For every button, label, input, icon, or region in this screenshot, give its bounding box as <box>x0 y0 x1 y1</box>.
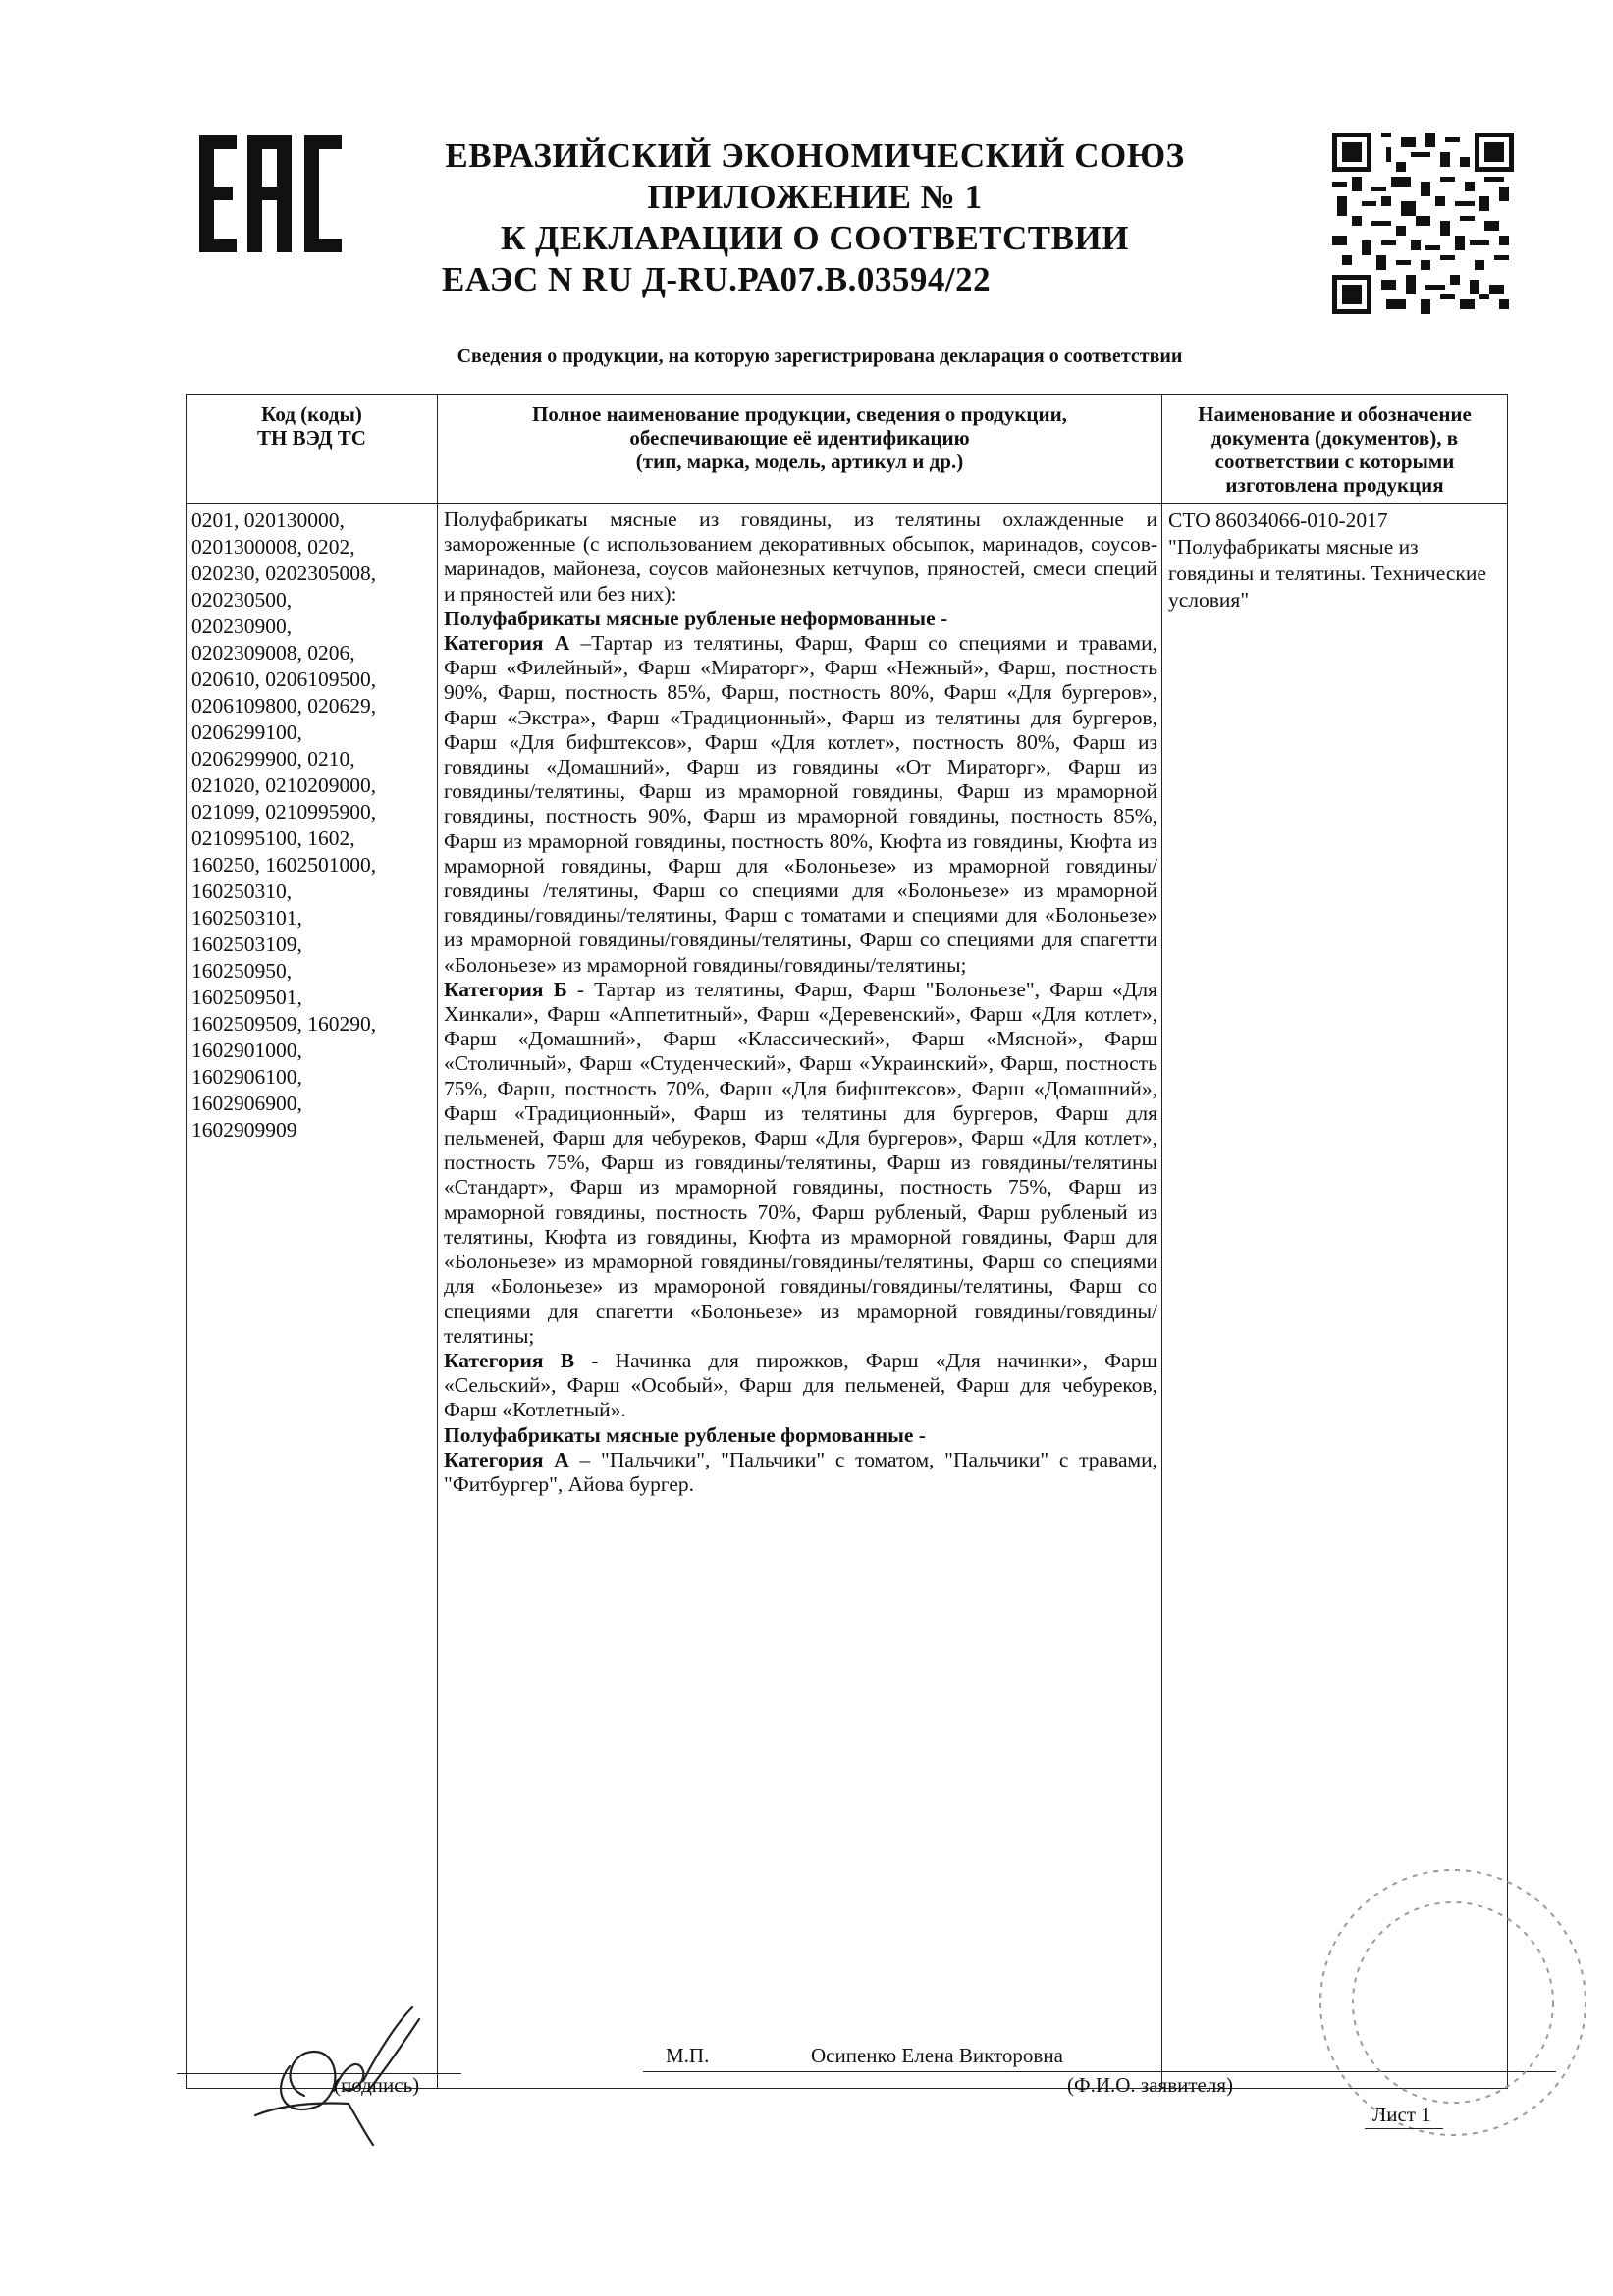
code-line: 160250950, <box>191 959 293 983</box>
seal-place-label: М.П. <box>666 2044 710 2067</box>
category-v-text: - Начинка для пирожков, Фарш «Для начинки», Фарш «Сельский», Фарш «Особый», Фарш для пельменей, Фарш для чебуреков, Фарш «Котлетный». <box>444 1348 1157 1422</box>
product-description-cell <box>438 504 1162 2089</box>
product-intro: Полуфабрикаты мясные из говядины, из телятины охлажденные и замороженные (с использованием декоративных обсыпок, маринадов, соусов-маринадов, майонеза, соусов майонезных кетчупов, пряностей, смеси специй и пряностей или без них): <box>444 507 1157 606</box>
code-line: 1602503101, <box>191 906 302 930</box>
applicant-caption: (Ф.И.О. заявителя) <box>1067 2073 1233 2097</box>
code-line: 0201300008, 0202, <box>191 535 355 559</box>
qr-code-icon <box>1332 133 1514 314</box>
code-line: 021020, 0210209000, <box>191 774 377 797</box>
group-title-unformed: Полуфабрикаты мясные рубленые неформованные - <box>444 606 948 630</box>
document-header <box>412 135 1217 300</box>
code-line: 020230, 0202305008, <box>191 561 377 585</box>
code-line: 0206299900, 0210, <box>191 747 355 771</box>
signature-caption: (подпись) <box>334 2073 420 2097</box>
stamp-seal <box>1306 1855 1600 2150</box>
code-line: 1602901000, <box>191 1039 302 1062</box>
header-appendix: ПРИЛОЖЕНИЕ № 1 <box>647 178 983 216</box>
column-header-codes: Код (коды) ТН ВЭД ТС <box>187 395 438 504</box>
header-union-title: ЕВРАЗИЙСКИЙ ЭКОНОМИЧЕСКИЙ СОЮЗ <box>445 136 1185 175</box>
code-line: 020230900, <box>191 614 293 638</box>
table-header-row <box>187 395 1508 504</box>
sheet-number: Лист 1 <box>1372 2103 1431 2126</box>
sheet-underline <box>1365 2128 1443 2129</box>
standard-document-cell <box>1162 504 1508 2089</box>
category-v-label: Категория В <box>444 1348 575 1372</box>
code-line: 0206109800, 020629, <box>191 694 377 718</box>
code-line: 1602906100, <box>191 1065 302 1089</box>
applicant-name: Осипенко Елена Викторовна <box>811 2044 1063 2067</box>
code-line: 1602509509, 160290, <box>191 1012 377 1036</box>
standard-title: "Полуфабрикаты мясные из говядины и телятины. Технические условия" <box>1168 535 1486 612</box>
code-line: 0201, 020130000, <box>191 508 345 532</box>
code-line: 020230500, <box>191 588 293 612</box>
code-line: 1602906900, <box>191 1092 302 1115</box>
header-declaration-number: ЕАЭС N RU Д-RU.РА07.В.03594/22 <box>442 260 992 298</box>
category-a-text: –Тартар из телятины, Фарш, Фарш со специями и травами, Фарш «Филейный», Фарш «Мираторг», Фарш «Нежный», Фарш, постность 90%, Фарш, постность 85%, Фарш, постность 80%, Фарш «Для бургеров», Фарш «Экстра», Фарш «Традиционный», Фарш из телятины для бургеров, Фарш «Для бифштексов», Фарш «Для котлет», постность 80%, Фарш из говядины «Домашний», Фарш из говядины «От Мираторг», Фарш из говядины/телятины, Фарш из мраморной говядины, Фарш из мраморной говядины, постность 90%, Фарш из мраморной говядины, постность 85%, Фарш из мраморной говядины, постность 80%, Кюфта из говядины, Кюфта из мраморной говядины, Фарш для «Болоньезе» из мраморной говядины/говядины /телятины, Фарш со специями для «Болоньезе» из мраморной говядины/говядины/телятины, Фарш с томатами и специями для «Болоньезе» из мраморной говядины/говядины/телятины, Фарш со специями для спагетти «Болоньезе» из мраморной говядины/говядины/телятины; <box>444 631 1157 977</box>
column-header-documents: Наименование и обозначение документа (документов), в соответствии с которыми изготовлена продукция <box>1162 395 1508 504</box>
document-subtitle: Сведения о продукции, на которую зарегистрирована декларация о соответствии <box>457 346 1183 367</box>
code-line: 0206299100, <box>191 721 302 744</box>
code-line: 0210995100, 1602, <box>191 827 355 850</box>
code-line: 021099, 0210995900, <box>191 800 377 824</box>
group-title-formed: Полуфабрикаты мясные рубленые формованные - <box>444 1422 926 1447</box>
category-a2-text: – "Пальчики", "Пальчики" с томатом, "Пальчики" с травами, "Фитбургер", Айова бургер. <box>444 1447 1157 1496</box>
category-a-label: Категория А <box>444 631 570 656</box>
table-row <box>187 504 1508 2089</box>
column-header-product: Полное наименование продукции, сведения о продукции, обеспечивающие её идентификацию (тип, марка, модель, артикул и др.) <box>438 395 1162 504</box>
tn-ved-codes-cell <box>187 504 438 2089</box>
code-line: 0202309008, 0206, <box>191 641 355 665</box>
code-line: 1602509501, <box>191 986 302 1009</box>
code-line: 160250, 1602501000, <box>191 853 377 877</box>
standard-code: СТО 86034066-010-2017 <box>1168 508 1388 532</box>
code-line: 1602909909 <box>191 1118 297 1142</box>
category-b-text: - Тартар из телятины, Фарш, Фарш "Болоньезе", Фарш «Для Хинкали», Фарш «Аппетитный», Фарш «Деревенский», Фарш «Для котлет», Фарш «Домашний», Фарш «Классический», Фарш «Мясной», Фарш «Столичный», Фарш «Студенческий», Фарш «Украинский», Фарш, постность 75%, Фарш, постность 70%, Фарш «Для бифштексов», Фарш «Домашний», Фарш «Традиционный», Фарш из телятины для бургеров, Фарш для пельменей, Фарш для чебуреков, Фарш «Для бургеров», Фарш «Для котлет», постность 75%, Фарш из говядины/телятины, Фарш из говядины/телятины «Стандарт», Фарш из мраморной говядины, постность 75%, Фарш из мраморной говядины, постность 70%, Фарш рубленый, Фарш рубленый из телятины, Кюфта из говядины, Кюфта из мраморной говядины, Фарш для «Болоньезе» из мраморной говядины/говядины/телятины, Фарш со специями для «Болоньезе» из мрамороной говядины/говядины/телятины, Фарш со специями для спагетти «Болоньезе» из мраморной говядины/говядины/телятины; <box>444 977 1157 1348</box>
code-line: 160250310, <box>191 880 293 903</box>
product-table <box>186 394 1508 2089</box>
category-b-label: Категория Б <box>444 977 567 1001</box>
header-declaration: К ДЕКЛАРАЦИИ О СООТВЕТСТВИИ <box>501 219 1129 257</box>
code-line: 020610, 0206109500, <box>191 667 377 691</box>
category-a2-label: Категория А <box>444 1447 569 1471</box>
eac-logo <box>196 133 344 255</box>
code-line: 1602503109, <box>191 933 302 956</box>
